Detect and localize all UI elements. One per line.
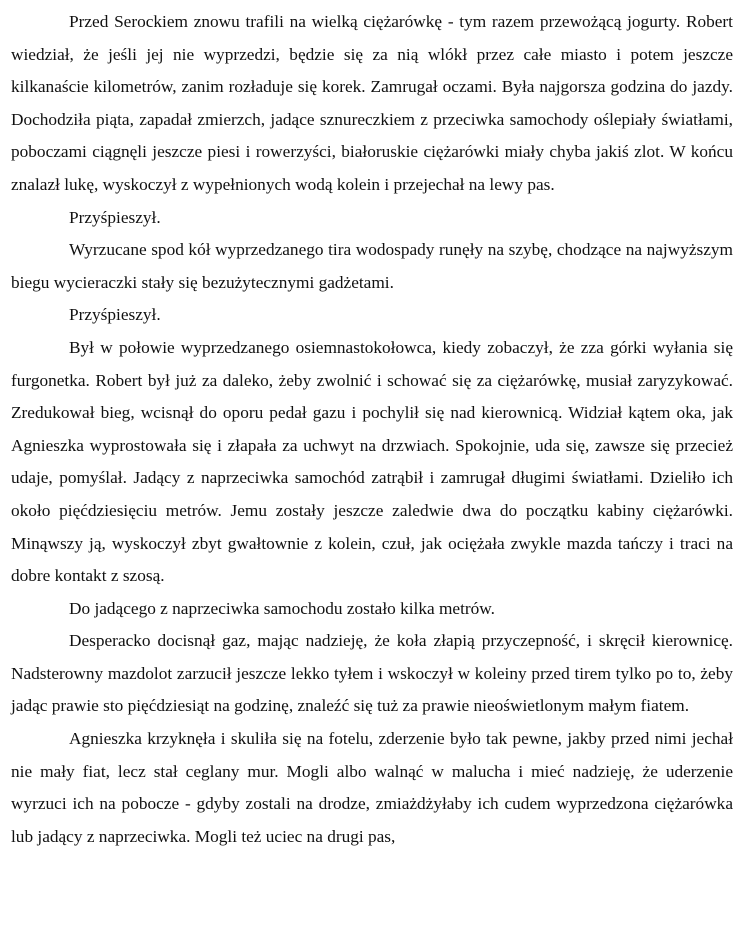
paragraph-4: Przyśpieszył. — [69, 305, 161, 325]
paragraph-2: Przyśpieszył. — [69, 207, 161, 227]
document-page — [11, 6, 733, 853]
paragraph-1: Przed Serockiem znowu trafili na wielką ciężarówkę - tym razem przewożącą jogurty. Robert wiedział, że jeśli jej nie wyprzedzi, będzie się za nią wlókł przez całe miasto i potem jeszcze kilkanaście kilometrów, zanim rozładuje się korek. Zamrugał oczami. Była najgorsza godzina do jazdy. Dochodziła piąta, zapadał zmierzch, jadące sznureczkiem z przeciwka samochody oślepiały światłami, poboczami ciągnęli jeszcze piesi i rowerzyści, białoruskie ciężarówki miały chyba jakiś zlot. W końcu znalazł lukę, wyskoczył z wypełnionych wodą kolein i przejechał na lewy pas. — [11, 12, 733, 194]
paragraph-7: Desperacko docisnął gaz, mając nadzieję, że koła złapią przyczepność, i skręcił kierownicę. Nadsterowny mazdolot zarzucił jeszcze lekko tyłem i wskoczył w koleiny przed tirem tylko po to, żeby jadąc prawie sto pięćdziesiąt na godzinę, znaleźć się tuż za prawie nieoświetlonym małym fiatem. — [11, 631, 733, 716]
paragraph-6: Do jadącego z naprzeciwka samochodu zostało kilka metrów. — [69, 598, 495, 618]
paragraph-3: Wyrzucane spod kół wyprzedzanego tira wodospady runęły na szybę, chodzące na najwyższym biegu wycieraczki stały się bezużytecznymi gadżetami. — [11, 240, 733, 292]
paragraph-5: Był w połowie wyprzedzanego osiemnastokołowca, kiedy zobaczył, że zza górki wyłania się furgonetka. Robert był już za daleko, żeby zwolnić i schować się za ciężarówkę, musiał zaryzykować. Zredukował bieg, wcisnął do oporu pedał gazu i pochylił się nad kierownicą. Widział kątem oka, jak Agnieszka wyprostowała się i złapała za uchwyt na drzwiach. Spokojnie, uda się, zawsze się przecież udaje, pomyślał. Jadący z naprzeciwka samochód zatrąbił i zamrugał długimi światłami. Dzieliło ich około pięćdziesięciu metrów. Jemu zostały jeszcze zaledwie dwa do początku kabiny ciężarówki. Minąwszy ją, wyskoczył zbyt gwałtownie z kolein, czuł, jak ociężała zwykle mazda tańczy i traci na dobre kontakt z szosą. — [11, 337, 733, 586]
paragraph-8: Agnieszka krzyknęła i skuliła się na fotelu, zderzenie było tak pewne, jakby przed nimi jechał nie mały fiat, lecz stał ceglany mur. Mogli albo walnąć w malucha i mieć nadzieję, że uderzenie wyrzuci ich na pobocze - gdyby zostali na drodze, zmiażdżyłaby ich cudem wyprzedzona ciężarówka lub jadący z naprzeciwka. Mogli też uciec na drugi pas, — [11, 729, 733, 846]
